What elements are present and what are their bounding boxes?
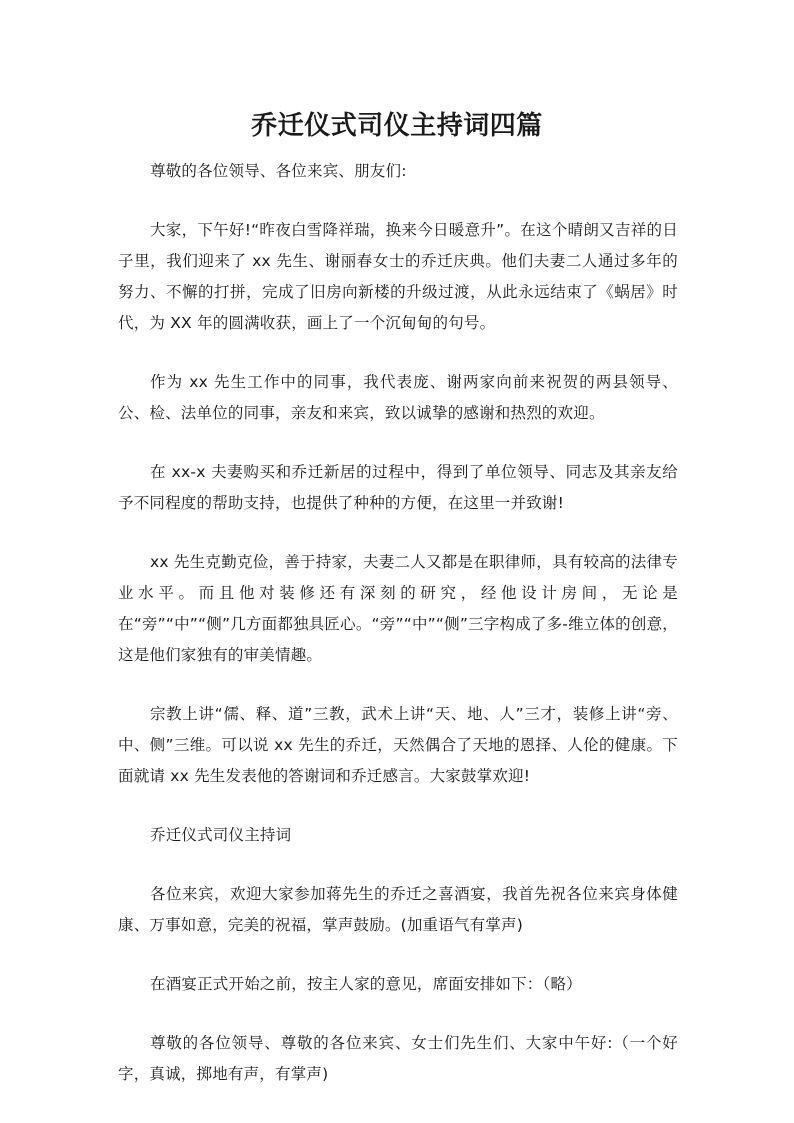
paragraph-greeting-second: 尊敬的各位领导、尊敬的各位来宾、女士们先生们、大家中午好:（一个好字，真诚，掷地有声，有掌声) <box>118 1034 678 1083</box>
document-body <box>118 156 678 1118</box>
paragraph-thanks-guests: 作为 xx 先生工作中的同事，我代表庞、谢两家向前来祝贺的两县领导、公、检、法单位的同事，亲友和来宾，致以诚挚的感谢和热烈的欢迎。 <box>118 373 678 422</box>
section-heading: 乔迁仪式司仪主持词 <box>150 826 292 844</box>
paragraph-seating: 在酒宴正式开始之前，按主人家的意见，席面安排如下：（略） <box>150 975 582 993</box>
paragraph-opening: 大家，下午好!“昨夜白雪降祥瑞，换来今日暖意升”。在这个晴朗又吉祥的日子里，我们迎来了 xx 先生、谢丽春女士的乔迁庆典。他们夫妻二人通过多年的努力、不懈的打拼，完成了旧房向新楼的升级过渡，从此永远结束了《蜗居》时代，为 XX 年的圆满收获，画上了一个沉甸甸的句号。 <box>118 221 678 332</box>
paragraph-welcome: 各位来宾，欢迎大家参加蒋先生的乔迁之喜酒宴，我首先祝各位来宾身体健康、万事如意，完美的祝福，掌声鼓励。(加重语气有掌声) <box>118 885 678 934</box>
document-title: 乔迁仪式司仪主持词四篇 <box>251 111 543 141</box>
paragraph-three-dimensions: 宗教上讲“儒、释、道”三教，武术上讲“天、地、人”三才，装修上讲“旁、中、侧”三维。可以说 xx 先生的乔迁，天然偶合了天地的恩择、人伦的健康。下面就请 xx 先生发表他的答谢词和乔迁感言。大家鼓掌欢迎! <box>118 705 678 785</box>
paragraph-thanks-support: 在 xx-x 夫妻购买和乔迁新居的过程中，得到了单位领导、同志及其亲友给予不同程度的帮助支持，也提供了种种的方便，在这里一并致谢! <box>118 463 678 512</box>
paragraph-greeting: 尊敬的各位领导、各位来宾、朋友们: <box>150 162 407 180</box>
paragraph-host-intro: xx 先生克勤克俭，善于持家，夫妻二人又都是在职律师，具有较高的法律专业水平。而且他对装修还有深刻的研究，经他设计房间，无论是在“旁”“中”“侧”几方面都独具匠心。“旁”“中”“侧”三字构成了多-维立体的创意，这是他们家独有的审美情趣。 <box>118 553 678 664</box>
